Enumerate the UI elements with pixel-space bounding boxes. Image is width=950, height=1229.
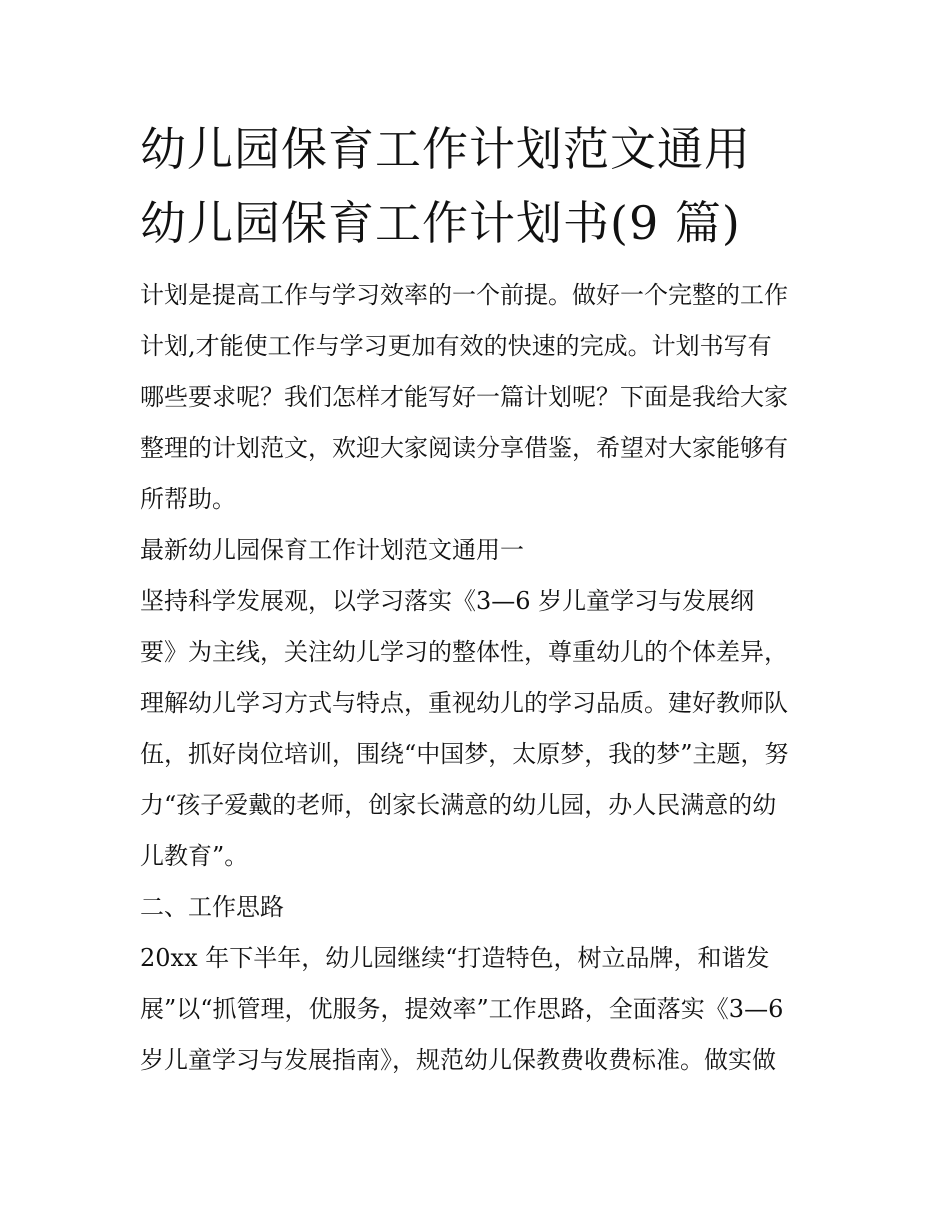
text-line: 伍，抓好岗位培训，围绕“中国梦，太原梦，我的梦”主题，努 [140, 740, 789, 768]
text-line: 要》为主线，关注幼儿学习的整体性，尊重幼儿的个体差异， [140, 638, 788, 666]
text-line: 所帮助。 [140, 485, 236, 513]
title-line-1: 幼儿园保育工作计划范文通用 [140, 122, 751, 176]
intro-paragraph [140, 270, 812, 525]
text-line: 20xx 年下半年，幼儿园继续“打造特色，树立品牌，和谐发 [140, 944, 770, 972]
text-line: 理解幼儿学习方式与特点，重视幼儿的学习品质。建好教师队 [140, 689, 788, 717]
text-line: 岁儿童学习与发展指南》，规范幼儿保教费收费标准。做实做 [140, 1046, 776, 1074]
section-heading-2 [140, 882, 812, 933]
document-title [140, 112, 812, 260]
text-line: 坚持科学发展观，以学习落实《3—6 岁儿童学习与发展纲 [140, 587, 755, 615]
title-line-2: 幼儿园保育工作计划书(9 篇) [140, 196, 741, 250]
text-line: 展”以“抓管理，优服务，提效率”工作思路，全面落实《3—6 [140, 995, 784, 1023]
text-line: 儿教育”。 [140, 842, 249, 870]
text-line: 力“孩子爱戴的老师，创家长满意的幼儿园，办人民满意的幼 [140, 791, 777, 819]
section-heading-1 [140, 525, 812, 576]
body-paragraph-1 [140, 576, 812, 882]
text-line: 二、工作思路 [140, 893, 284, 921]
text-line: 计划,才能使工作与学习更加有效的快速的完成。计划书写有 [140, 332, 772, 360]
text-line: 最新幼儿园保育工作计划范文通用一 [140, 536, 524, 564]
document-page [140, 112, 812, 1086]
text-line: 计划是提高工作与学习效率的一个前提。做好一个完整的工作 [140, 281, 788, 309]
text-line: 整理的计划范文，欢迎大家阅读分享借鉴，希望对大家能够有 [140, 434, 788, 462]
text-line: 哪些要求呢？我们怎样才能写好一篇计划呢？下面是我给大家 [140, 383, 788, 411]
body-paragraph-2 [140, 933, 812, 1086]
